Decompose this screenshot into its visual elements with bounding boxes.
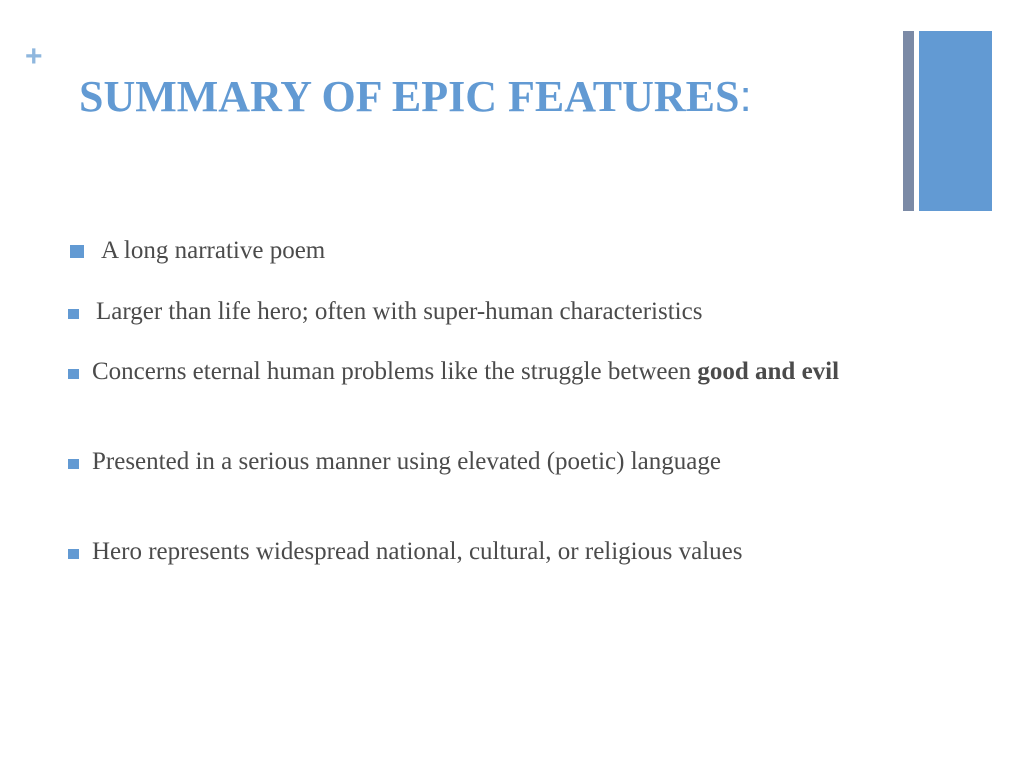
square-bullet-icon: [70, 245, 84, 258]
slide-title-colon: :: [739, 72, 752, 121]
square-bullet-icon: [68, 369, 79, 379]
decorative-thin-bar: [903, 31, 914, 211]
square-bullet-icon: [68, 309, 79, 319]
bullet-text: Presented in a serious manner using elevated (poetic) language: [92, 448, 721, 475]
bullet-text: A long narrative poem: [101, 237, 326, 264]
bullet-text: [92, 357, 912, 387]
bullet-text: Hero represents widespread national, cultural, or religious values: [92, 538, 743, 565]
plus-icon: +: [25, 40, 43, 73]
slide-title: [79, 70, 752, 124]
square-bullet-icon: [68, 549, 79, 559]
slide-title-text: SUMMARY OF EPIC FEATURES: [79, 72, 740, 121]
decorative-wide-bar: [919, 31, 992, 211]
bullet-text: Larger than life hero; often with super-human characteristics: [96, 298, 703, 325]
bullet-emphasis: good and evil: [697, 358, 840, 385]
square-bullet-icon: [68, 459, 79, 469]
bullet-text-main: Concerns eternal human problems like the struggle between: [92, 358, 692, 385]
